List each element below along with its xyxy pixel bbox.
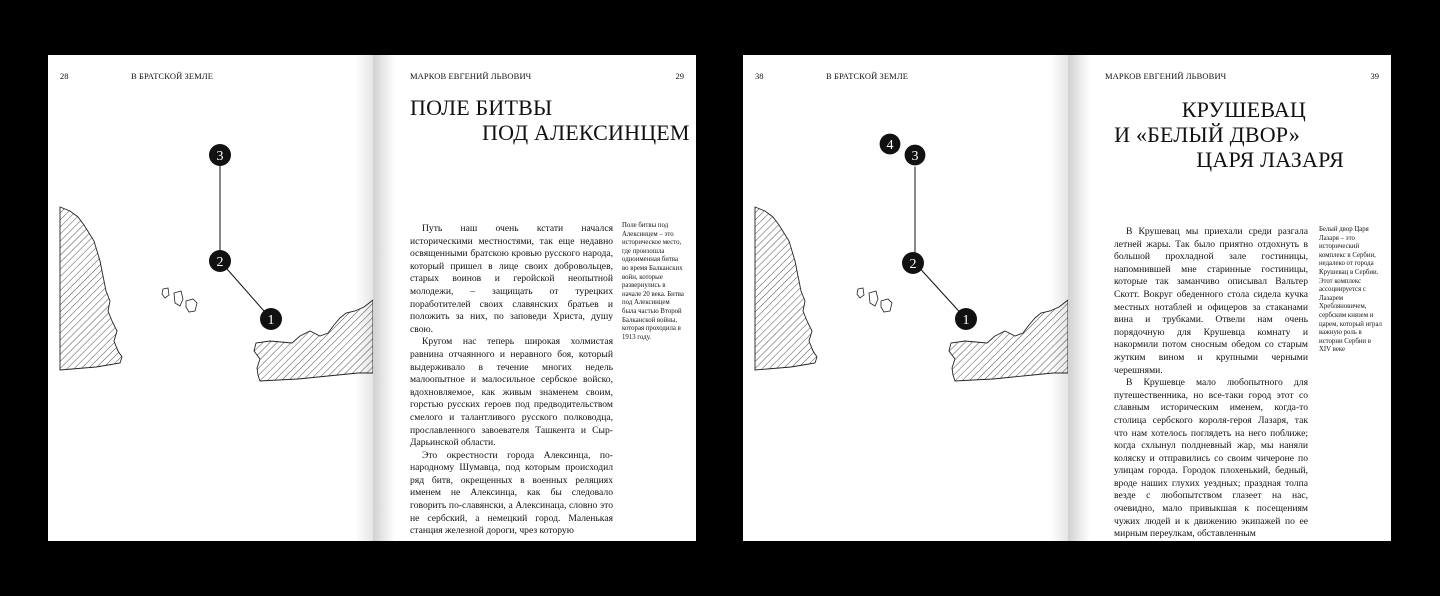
spread2-left-page bbox=[743, 55, 1068, 541]
island bbox=[857, 288, 864, 298]
map-marker-1[interactable] bbox=[260, 308, 282, 330]
paragraph: В Крушевце мало любопытного для путешественника, но все-таки город этот со славным историческим именем, когда-то столица сербского короля-героя Лазаря, так что нам хотелось поглядеть на него поближе; когда схлынул полдневный жар, мы наняли коляску и отправились со своим чичероне по улицам города. Городок плохенький, бедный, вроде наших глухих уездных; праздная толпа везде с любопытством глазеет на нас, очевидно, мало привыкшая к посещениям чужих людей и к движению экипажей по ее мирным переулкам, обставленным bbox=[1114, 377, 1308, 540]
paragraph: Путь наш очень кстати начался историческими местностями, так еще недавно освященными братскою кровью русского народа, который пришел в лице своих добровольцев, старых воинов и геройской неопытной молодежи, – защищать от турецких поработителей своих славянских братьев и положить за них, по заповеди Христа, душу свою. bbox=[410, 223, 613, 335]
running-head: МАРКОВ ЕВГЕНИЙ ЛЬВОВИЧ bbox=[410, 71, 532, 81]
svg-text:1: 1 bbox=[267, 313, 275, 328]
page-number: 39 bbox=[1370, 71, 1379, 81]
paragraph: Кругом нас теперь широкая холмистая равнина отчаянного и неравного боя, который выдерживало в течение многих недель малоопытное и малосильное сербское войско, вдохновляемое, как живым знаменем своим, горстью русских героев под предводительством смелого и талантливого русского полководца, прославленного завоевателя Ташкента и Сыр-Дарьинской области. bbox=[410, 336, 613, 449]
svg-text:4: 4 bbox=[886, 138, 894, 153]
body-text bbox=[1114, 226, 1308, 541]
page-number: 38 bbox=[755, 71, 764, 81]
running-head: МАРКОВ ЕВГЕНИЙ ЛЬВОВИЧ bbox=[1105, 71, 1227, 81]
svg-text:3: 3 bbox=[911, 149, 919, 164]
coastline-west bbox=[60, 207, 122, 370]
chapter-title bbox=[1114, 97, 1344, 172]
route-line bbox=[220, 155, 271, 319]
paragraph: В Крушевац мы приехали среди разгала летней жары. Так было приятно отдохнуть в большой прохладной зале гостиницы, напомнившей мне старинные гостиницы, которые так заманчиво описывал Вальтер Скотт. Вокруг обеденного стола сидела кучка местных нотаблей и офицеров за стаканами вина и трубками. Отвели нам очень порядочную для Крушевца комнату и накормили потом сносным обедом со старым жутким вином и крупными черными черешнями. bbox=[1114, 226, 1308, 376]
spread1-left-page bbox=[48, 55, 373, 541]
map-marker-4[interactable] bbox=[879, 133, 901, 155]
running-head: В БРАТСКОЙ ЗЕМЛЕ bbox=[826, 71, 908, 81]
route-map bbox=[48, 55, 373, 541]
coastline-west bbox=[755, 207, 817, 370]
map-marker-3[interactable] bbox=[904, 144, 926, 166]
page-number: 28 bbox=[60, 71, 69, 81]
spread1-right-page bbox=[373, 55, 696, 541]
island bbox=[186, 299, 197, 312]
island bbox=[869, 291, 878, 306]
route-line bbox=[915, 155, 966, 319]
spread2-right-page bbox=[1068, 55, 1391, 541]
svg-text:2: 2 bbox=[216, 255, 224, 270]
body-text bbox=[410, 223, 613, 538]
island bbox=[174, 291, 183, 306]
sidenote: Белый двор Царя Лазаря – это исторический комплекс в Сербии, недалеко от города Крушевац в Сербии. Этот комплекс ассоциируется с Лазарем Хребляновичем, сербским князем и царем, который играл важную роль в истории Сербии в XIV веке bbox=[1319, 226, 1382, 354]
title-line: КРУШЕВАЦ bbox=[1181, 97, 1306, 122]
map-marker-2[interactable] bbox=[209, 250, 231, 272]
paragraph: Это окрестности города Алексинца, по-народному Шумавца, под которым происходил ряд битв, окрещенных в военных реляциях именем не Алексинца, как бы следовало говорить по-славянски, а Алексинаца, словно это не сербский, а немецкий город. Маленькая станция железной дороги, чрез которую bbox=[410, 449, 613, 537]
title-line: ПОД АЛЕКСИНЦЕМ bbox=[482, 120, 690, 145]
sidenote: Поле битвы под Алексинцем – это историческое место, где произошла одноименная битва во время Балканских войн, которые развернулись в начале 20 века. Битва под Алексинцем была частью Второй Балканской войны, которая проходила в 1913 году. bbox=[622, 222, 684, 341]
island bbox=[881, 299, 892, 312]
chapter-title bbox=[410, 95, 690, 145]
svg-text:2: 2 bbox=[909, 257, 917, 272]
title-line: ПОЛЕ БИТВЫ bbox=[410, 95, 553, 120]
title-line: И «БЕЛЫЙ ДВОР» bbox=[1114, 122, 1300, 147]
map-marker-2[interactable] bbox=[902, 252, 924, 274]
page-number: 29 bbox=[675, 71, 684, 81]
island bbox=[162, 288, 169, 298]
svg-text:1: 1 bbox=[962, 313, 970, 328]
svg-text:3: 3 bbox=[216, 149, 224, 164]
map-marker-1[interactable] bbox=[955, 308, 977, 330]
title-line: ЦАРЯ ЛАЗАРЯ bbox=[1196, 147, 1344, 172]
route-map bbox=[743, 55, 1068, 541]
map-marker-3[interactable] bbox=[209, 144, 231, 166]
running-head: В БРАТСКОЙ ЗЕМЛЕ bbox=[131, 71, 213, 81]
